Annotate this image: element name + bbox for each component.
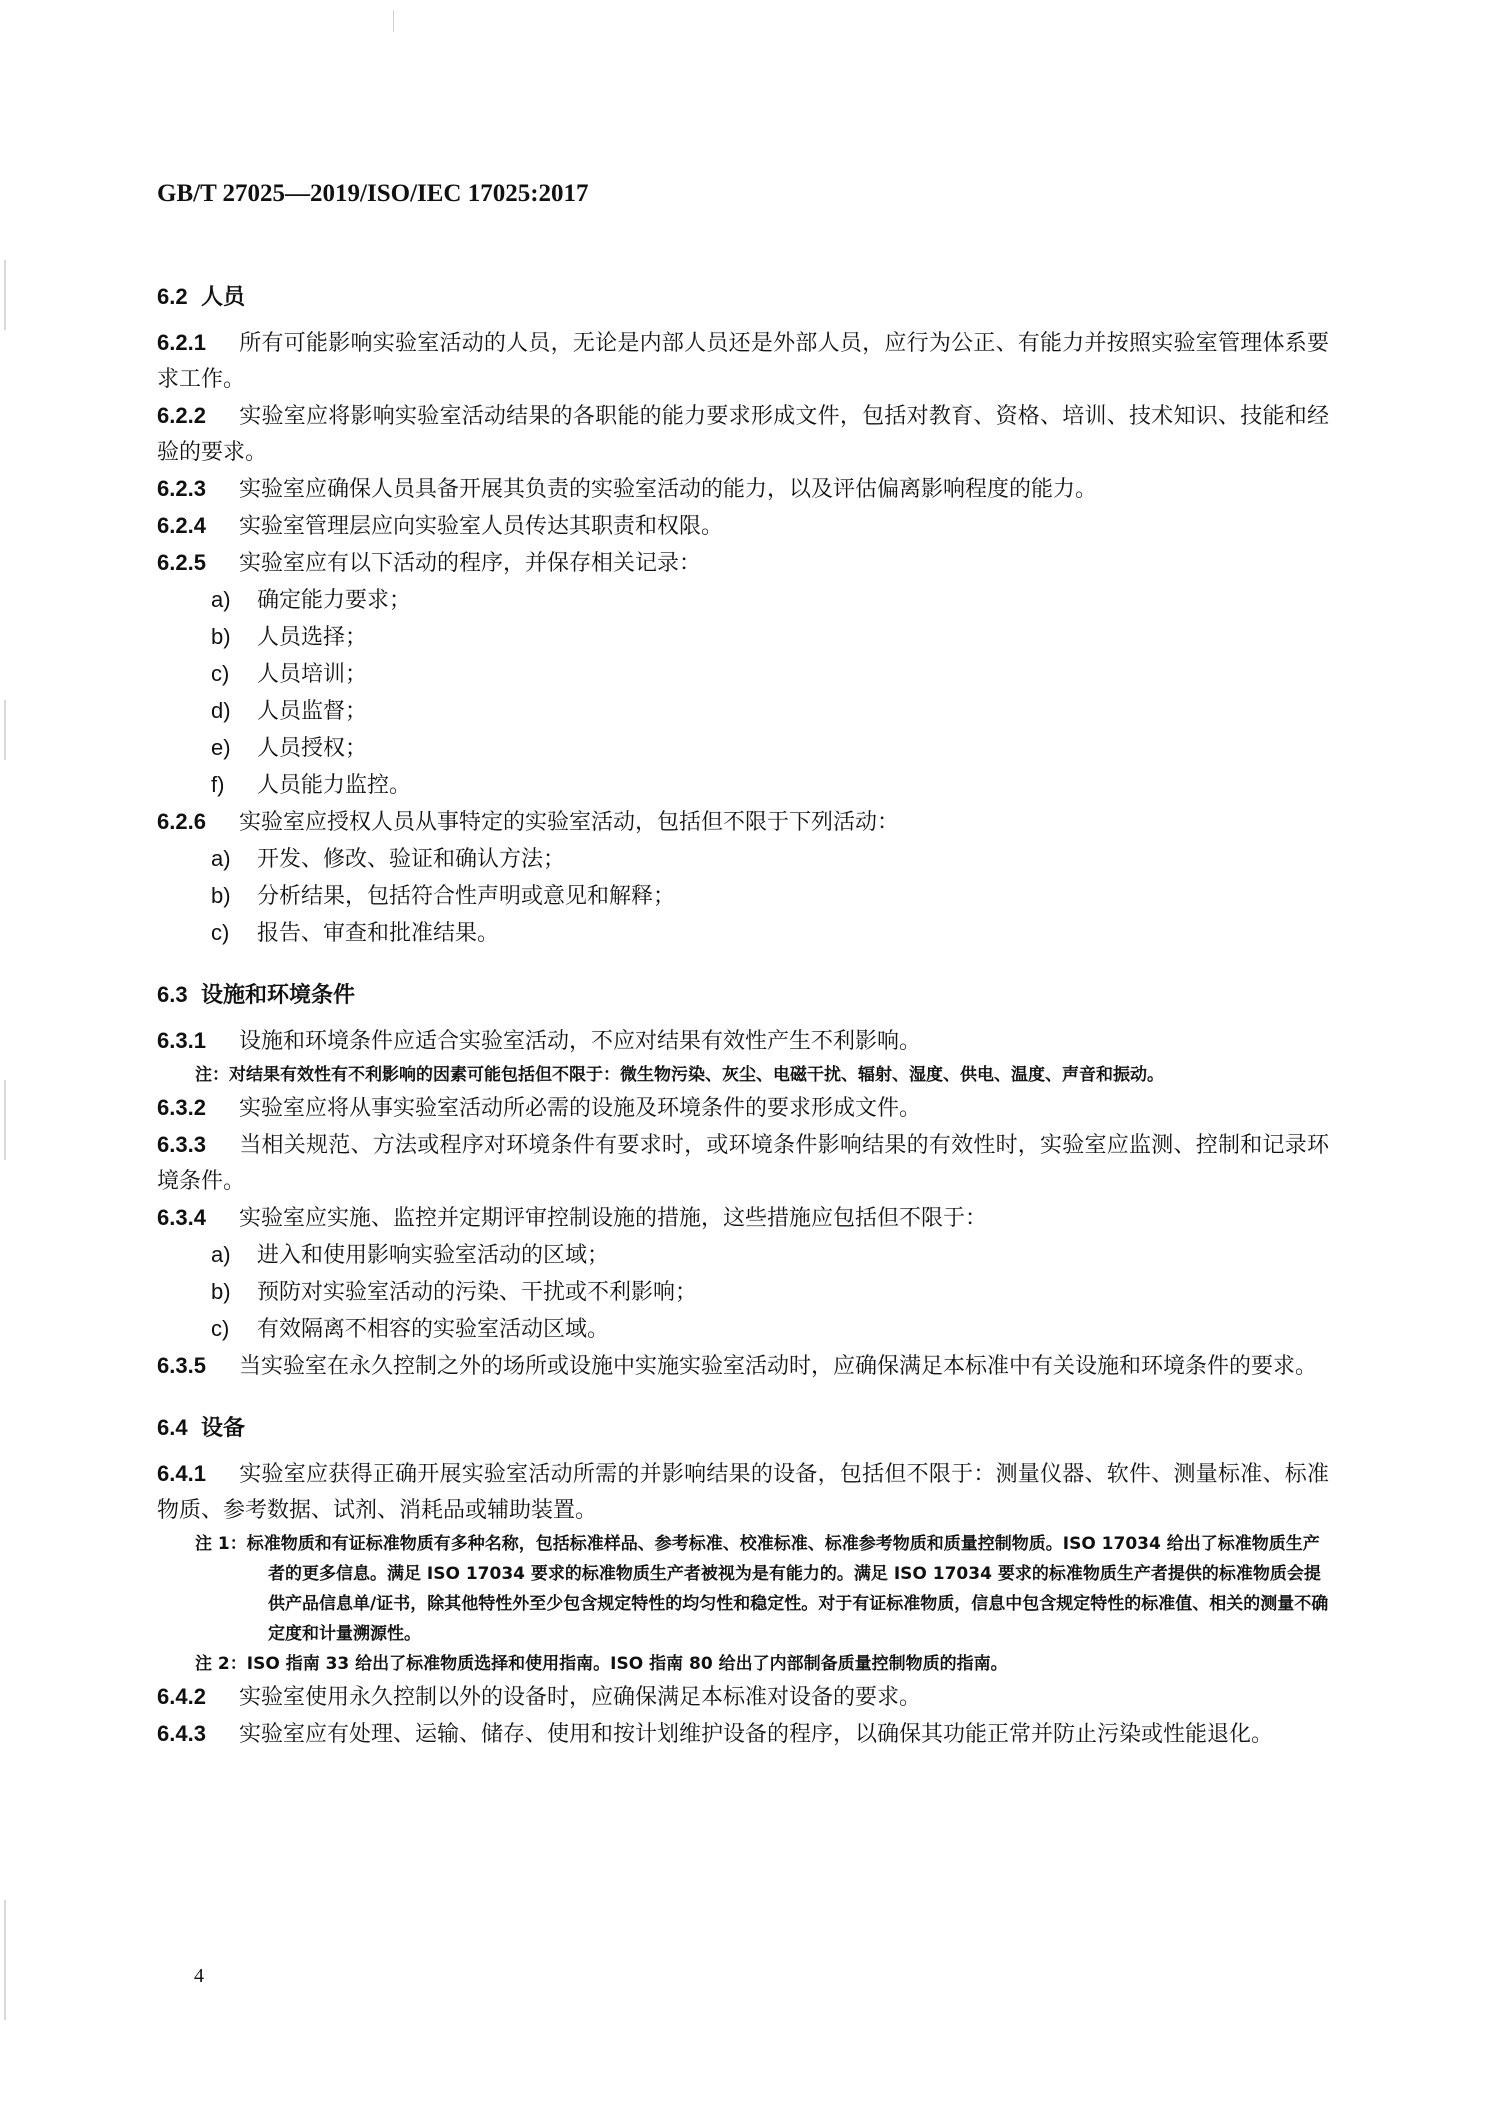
note-body [195, 1529, 1329, 1649]
scan-edge-mark [4, 1080, 6, 1160]
list-item [157, 619, 1329, 656]
clause-text: 实验室应实施、监控并定期评审控制设施的措施，这些措施应包括但不限于： [239, 1206, 988, 1231]
clause-number: 6.3.5 [157, 1353, 206, 1378]
clause [157, 471, 1329, 508]
list-item-text: 人员授权； [257, 736, 368, 761]
scan-edge-mark [4, 1900, 6, 2020]
clause-number: 6.2.3 [157, 476, 206, 501]
section-title: 设施和环境条件 [201, 983, 356, 1008]
note-label: 注 2： [195, 1654, 247, 1674]
page-number: 4 [194, 1965, 204, 1987]
list-item-text: 分析结果，包括符合性声明或意见和解释； [257, 884, 676, 909]
section-heading [157, 280, 1329, 311]
numbered-note [157, 1649, 1329, 1679]
clause [157, 1348, 1329, 1385]
clause-text: 实验室应将影响实验室活动结果的各职能的能力要求形成文件，包括对教育、资格、培训、技术知识、技能和经验的要求。 [157, 404, 1329, 465]
list-marker: d) [211, 698, 231, 723]
clause [157, 1090, 1329, 1127]
list-item-text: 人员监督； [257, 699, 368, 724]
clause-number: 6.2.4 [157, 513, 206, 538]
clause-text: 实验室应有以下活动的程序，并保存相关记录： [239, 551, 702, 576]
list-item-text: 人员能力监控。 [257, 773, 412, 798]
clause-text: 实验室应将从事实验室活动所必需的设施及环境条件的要求形成文件。 [239, 1096, 922, 1121]
clause-text: 当实验室在永久控制之外的场所或设施中实施实验室活动时，应确保满足本标准中有关设施和环境条件的要求。 [239, 1354, 1318, 1379]
note [157, 1060, 1329, 1090]
clause [157, 1200, 1329, 1237]
clause-number: 6.3.2 [157, 1095, 206, 1120]
section-heading [157, 978, 1329, 1009]
clause [157, 1716, 1329, 1753]
note-body [195, 1649, 1329, 1679]
note-label: 注 1： [195, 1534, 247, 1554]
clause-text: 实验室管理层应向实验室人员传达其职责和权限。 [239, 514, 724, 539]
clause [157, 508, 1329, 545]
clause [157, 1679, 1329, 1716]
list-item [157, 582, 1329, 619]
note-text: 标准物质和有证标准物质有多种名称，包括标准样品、参考标准、校准标准、标准参考物质和质量控制物质。ISO 17034 给出了标准物质生产者的更多信息。满足 ISO 17034 要求的标准物质生产者被视为是有能力的。满足 ISO 17034 要求的标准物质生产者提供的标准物质会提供产品信息单/证书，除其他特性外至少包含规定特性的均匀性和稳定性。对于有证标准物质，信息中包含规定特性的标准值、相关的测量不确定度和计量溯源性。 [246, 1534, 1329, 1644]
clause [157, 1023, 1329, 1060]
clause [157, 804, 1329, 841]
clause [157, 398, 1329, 471]
list-marker: e) [211, 735, 231, 760]
clause-number: 6.3.3 [157, 1132, 206, 1157]
list-item [157, 841, 1329, 878]
section-number: 6.3 [157, 982, 188, 1007]
clause-number: 6.2.5 [157, 550, 206, 575]
clause-text: 实验室应有处理、运输、储存、使用和按计划维护设备的程序，以确保其功能正常并防止污染或性能退化。 [239, 1722, 1274, 1747]
list-item [157, 730, 1329, 767]
clause-text: 实验室使用永久控制以外的设备时，应确保满足本标准对设备的要求。 [239, 1685, 922, 1710]
note-text: ISO 指南 33 给出了标准物质选择和使用指南。ISO 指南 80 给出了内部制备质量控制物质的指南。 [246, 1654, 1008, 1674]
list-item-text: 有效隔离不相容的实验室活动区域。 [257, 1317, 610, 1342]
list-marker: b) [211, 1279, 231, 1304]
clause-text: 实验室应获得正确开展实验室活动所需的并影响结果的设备，包括但不限于：测量仪器、软件、测量标准、标准物质、参考数据、试剂、消耗品或辅助装置。 [157, 1462, 1329, 1523]
clause [157, 1127, 1329, 1200]
document-body [157, 280, 1329, 1753]
list-marker: b) [211, 624, 231, 649]
clause-number: 6.3.4 [157, 1205, 206, 1230]
list-item [157, 767, 1329, 804]
scan-edge-mark [4, 700, 6, 760]
scan-edge-mark [4, 260, 6, 330]
list-item [157, 693, 1329, 730]
note-text: 对结果有效性有不利影响的因素可能包括但不限于：微生物污染、灰尘、电磁干扰、辐射、湿度、供电、温度、声音和振动。 [229, 1065, 1164, 1085]
clause-number: 6.4.2 [157, 1684, 206, 1709]
clause-number: 6.4.3 [157, 1721, 206, 1746]
list-item-text: 进入和使用影响实验室活动的区域； [257, 1243, 610, 1268]
list-item [157, 1274, 1329, 1311]
section-heading [157, 1411, 1329, 1442]
list-marker: c) [211, 661, 230, 686]
list-marker: c) [211, 920, 230, 945]
list-marker: a) [211, 846, 231, 871]
clause-number: 6.3.1 [157, 1028, 206, 1053]
list-marker: b) [211, 883, 231, 908]
list-item-text: 预防对实验室活动的污染、干扰或不利影响； [257, 1280, 698, 1305]
note-label: 注： [195, 1065, 229, 1085]
list-item [157, 1237, 1329, 1274]
list-item [157, 878, 1329, 915]
list-item-text: 确定能力要求； [257, 588, 412, 613]
numbered-note [157, 1529, 1329, 1649]
clause-number: 6.4.1 [157, 1461, 206, 1486]
list-marker: f) [211, 772, 225, 797]
list-marker: a) [211, 587, 231, 612]
list-marker: a) [211, 1242, 231, 1267]
clause-text: 实验室应确保人员具备开展其负责的实验室活动的能力，以及评估偏离影响程度的能力。 [239, 477, 1098, 502]
list-item [157, 915, 1329, 952]
clause-number: 6.2.2 [157, 403, 206, 428]
list-item [157, 656, 1329, 693]
clause-text: 当相关规范、方法或程序对环境条件有要求时，或环境条件影响结果的有效性时，实验室应监测、控制和记录环境条件。 [157, 1133, 1329, 1194]
list-item-text: 人员选择； [257, 625, 368, 650]
list-item [157, 1311, 1329, 1348]
clause-text: 设施和环境条件应适合实验室活动，不应对结果有效性产生不利影响。 [239, 1029, 922, 1054]
clause-number: 6.2.6 [157, 809, 206, 834]
clause-text: 实验室应授权人员从事特定的实验室活动，包括但不限于下列活动： [239, 810, 900, 835]
clause [157, 545, 1329, 582]
clause-text: 所有可能影响实验室活动的人员，无论是内部人员还是外部人员，应行为公正、有能力并按照实验室管理体系要求工作。 [157, 331, 1329, 392]
standard-code-header: GB/T 27025—2019/ISO/IEC 17025:2017 [157, 180, 589, 207]
list-item-text: 人员培训； [257, 662, 368, 687]
clause-number: 6.2.1 [157, 330, 206, 355]
list-item-text: 报告、审查和批准结果。 [257, 921, 500, 946]
clause [157, 1456, 1329, 1529]
section-number: 6.2 [157, 284, 188, 309]
section-title: 设备 [201, 1416, 246, 1441]
clause [157, 325, 1329, 398]
scan-mark [393, 10, 394, 32]
section-title: 人员 [201, 285, 246, 310]
list-item-text: 开发、修改、验证和确认方法； [257, 847, 566, 872]
list-marker: c) [211, 1316, 230, 1341]
section-number: 6.4 [157, 1415, 188, 1440]
